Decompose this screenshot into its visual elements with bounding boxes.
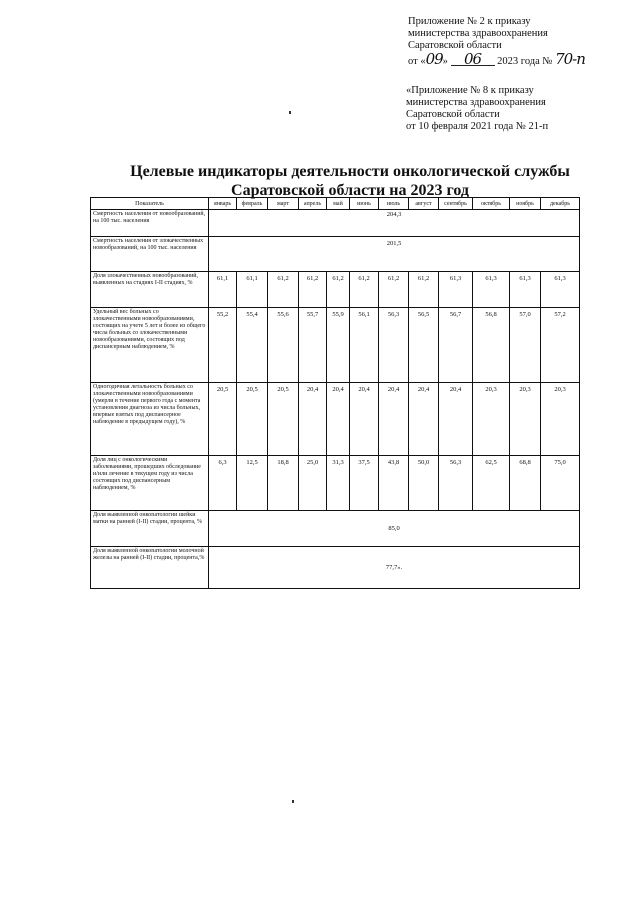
handwritten-order-number: 70-п	[555, 50, 585, 68]
month-value: 20,5	[237, 383, 268, 456]
header-word: здравоохранения	[470, 97, 546, 108]
column-header-month: май	[327, 198, 350, 210]
indicator-name: Доля выявленной онкопатологии молочной железы на ранней (I-II) стадии, процента,%	[91, 547, 209, 589]
scan-speck	[289, 111, 291, 114]
header-word: «Приложение	[406, 85, 468, 96]
indicator-name: Одногодичная летальность больных со злокачественными новообразованиями (умерли в течение первого года с момента установления диагноза из числа больных, впервые взятых под диспансерное наблюдение в предыдущем году), %	[91, 383, 209, 456]
indicator-name: Смертность населения от новообразований, на 100 тыс. населения	[91, 210, 209, 237]
header-word: Приложение	[408, 16, 465, 27]
month-value: 57,2	[541, 308, 580, 383]
month-value: 61,2	[299, 272, 327, 308]
column-header-month: декабрь	[541, 198, 580, 210]
month-value: 61,2	[409, 272, 439, 308]
table-row	[91, 308, 580, 383]
table-row	[91, 272, 580, 308]
month-value: 25,0	[299, 456, 327, 511]
column-header-month: октябрь	[473, 198, 510, 210]
month-value: 56,5	[409, 308, 439, 383]
header-word: 8	[482, 85, 489, 96]
month-value: 20,5	[268, 383, 299, 456]
month-value: 61,3	[541, 272, 580, 308]
month-value: 61,1	[237, 272, 268, 308]
month-value: 20,5	[209, 383, 237, 456]
month-value: 55,2	[209, 308, 237, 383]
header-word: к	[490, 85, 496, 96]
month-value: 61,2	[379, 272, 409, 308]
month-value: 20,4	[439, 383, 473, 456]
annual-value: 77,7».	[209, 547, 580, 589]
appendix-2-line1	[408, 16, 586, 28]
indicators-table	[90, 197, 580, 589]
month-value: 57,0	[510, 308, 541, 383]
month-value: 6,3	[209, 456, 237, 511]
month-value: 61,3	[439, 272, 473, 308]
column-header-month: июль	[379, 198, 409, 210]
appendix-8-line3: Саратовской области	[406, 109, 500, 120]
month-value: 31,3	[327, 456, 350, 511]
indicator-name: Доля злокачественных новообразований, выявленных на стадиях I-II стадиях, %	[91, 272, 209, 308]
appendix-2-date-line	[408, 50, 586, 68]
appendix-8-line1	[406, 85, 586, 97]
appendix-2-line3: Саратовской области	[408, 40, 502, 51]
column-header-month: июнь	[350, 198, 379, 210]
month-value: 61,2	[268, 272, 299, 308]
month-value: 61,2	[327, 272, 350, 308]
table-row	[91, 456, 580, 511]
month-value: 56,3	[379, 308, 409, 383]
month-value: 55,6	[268, 308, 299, 383]
header-word: №	[466, 16, 478, 27]
scan-speck	[292, 800, 294, 803]
month-value: 75,0	[541, 456, 580, 511]
month-value: 61,2	[350, 272, 379, 308]
table-row	[91, 511, 580, 547]
indicator-name: Смертность населения от злокачественных новообразований, на 100 тыс. населения	[91, 237, 209, 272]
handwritten-month: 06	[451, 53, 495, 66]
appendix-2-line2	[408, 28, 586, 40]
month-value: 18,8	[268, 456, 299, 511]
annual-value: 85,0	[209, 511, 580, 547]
column-header-month: сентябрь	[439, 198, 473, 210]
table-row	[91, 383, 580, 456]
month-value: 68,8	[510, 456, 541, 511]
annual-value: 201,5	[209, 237, 580, 272]
indicator-name: Доля лиц с онкологическими заболеваниями, прошедших обследование и/или лечение в текущем году из числа состоящих под диспансерным наблюдением, %	[91, 456, 209, 511]
header-word: к	[487, 16, 493, 27]
month-value: 61,3	[510, 272, 541, 308]
table-row	[91, 547, 580, 589]
column-header-month: апрель	[299, 198, 327, 210]
month-value: 61,3	[473, 272, 510, 308]
month-value: 20,4	[299, 383, 327, 456]
appendix-8-line2	[406, 97, 586, 109]
header-word: приказу	[495, 16, 531, 27]
date-quote: »	[442, 56, 448, 67]
month-value: 37,5	[350, 456, 379, 511]
header-word: министерства	[406, 97, 468, 108]
header-word: №	[470, 85, 481, 96]
annual-value: 204,3	[209, 210, 580, 237]
appendix-2-header	[408, 16, 586, 68]
column-header-indicator: Показатель	[91, 198, 209, 210]
date-prefix: от «	[408, 56, 426, 67]
column-header-month: январь	[209, 198, 237, 210]
month-value: 55,9	[327, 308, 350, 383]
table-header-row	[91, 198, 580, 210]
header-word: приказу	[498, 85, 534, 96]
month-value: 55,7	[299, 308, 327, 383]
header-word: министерства	[408, 28, 470, 39]
month-value: 20,4	[409, 383, 439, 456]
month-value: 20,3	[541, 383, 580, 456]
month-value: 20,4	[327, 383, 350, 456]
indicator-name: Доля выявленной онкопатологии шейки матки на ранней (I-II) стадии, процента, %	[91, 511, 209, 547]
month-value: 20,3	[510, 383, 541, 456]
month-value: 50,0	[409, 456, 439, 511]
column-header-month: февраль	[237, 198, 268, 210]
month-value: 55,4	[237, 308, 268, 383]
month-value: 20,3	[473, 383, 510, 456]
month-value: 56,1	[350, 308, 379, 383]
month-value: 56,7	[439, 308, 473, 383]
header-word: 2	[479, 16, 485, 27]
month-value: 56,8	[473, 308, 510, 383]
month-value: 62,5	[473, 456, 510, 511]
appendix-8-line4: от 10 февраля 2021 года № 21-п	[406, 121, 549, 132]
month-value: 20,4	[379, 383, 409, 456]
month-value: 20,4	[350, 383, 379, 456]
month-value: 43,8	[379, 456, 409, 511]
column-header-month: март	[268, 198, 299, 210]
column-header-month: ноябрь	[510, 198, 541, 210]
month-value: 56,3	[439, 456, 473, 511]
month-value: 61,1	[209, 272, 237, 308]
table-row	[91, 237, 580, 272]
column-header-month: август	[409, 198, 439, 210]
document-title	[90, 162, 610, 200]
date-year: 2023 года №	[497, 56, 553, 67]
indicator-name: Удельный вес больных со злокачественными новообразованиями, состоящих на учете 5 лет и более из общего числа больных со злокачественными новообразованиями, состоящих под диспансерным наблюдением, %	[91, 308, 209, 383]
header-word: здравоохранения	[472, 28, 548, 39]
month-value: 12,5	[237, 456, 268, 511]
title-line-2: Саратовской области на 2023 год	[231, 182, 469, 199]
appendix-8-header	[406, 85, 586, 133]
title-line-1: Целевые индикаторы деятельности онкологической службы	[130, 163, 570, 180]
table-row	[91, 210, 580, 237]
handwritten-day: 09	[425, 50, 443, 68]
